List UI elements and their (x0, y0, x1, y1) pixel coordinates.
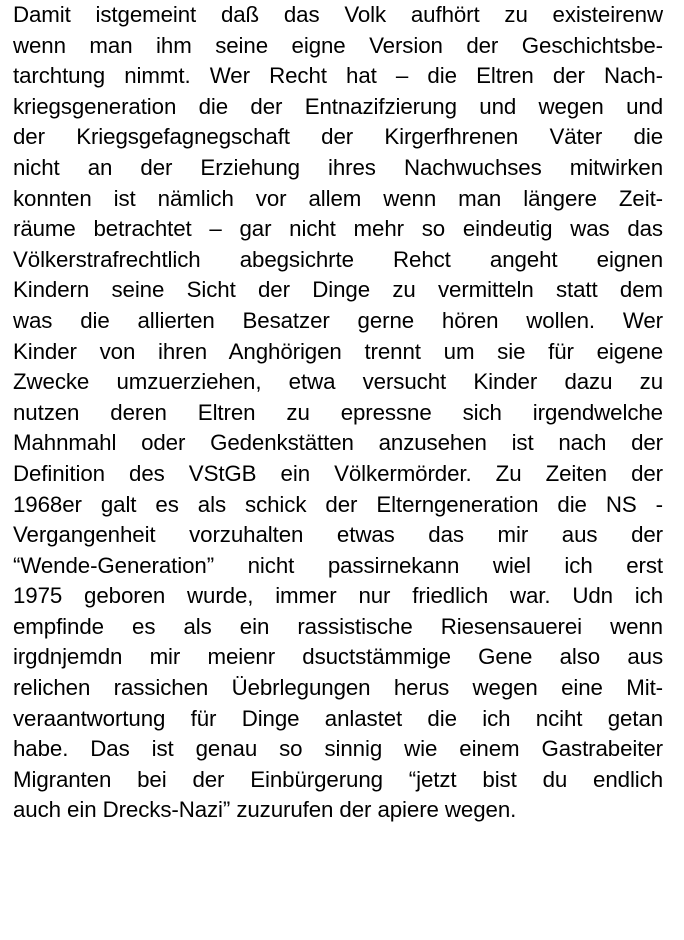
text-line: habe. Das ist genau so sinnig wie einem Gastrabeiter (13, 736, 663, 762)
text-line: Kindern seine Sicht der Dinge zu vermitteln statt dem (13, 277, 663, 303)
text-line: 1968er galt es als schick der Elterngeneration die NS - (13, 491, 663, 517)
text-line: kriegsgeneration die der Entnazifzierung und wegen und (13, 93, 663, 119)
text-line: Damit istgemeint daß das Volk aufhört zu existeirenw (13, 2, 663, 27)
text-line: Mahnmahl oder Gedenkstätten anzusehen ist nach der (13, 430, 663, 456)
body-text (13, 0, 681, 826)
text-line: räume betrachtet – gar nicht mehr so eindeutig was das (13, 216, 663, 242)
text-line: 1975 geboren wurde, immer nur friedlich war. Udn ich (13, 583, 663, 609)
text-line: tarchtung nimmt. Wer Recht hat – die Eltren der Nach- (13, 63, 663, 89)
text-line: relichen rassichen Üebrlegungen herus wegen eine Mit- (13, 675, 663, 701)
text-line: der Kriegsgefagnegschaft der Kirgerfhrenen Väter die (13, 124, 663, 150)
text-line: Kinder von ihren Anghörigen trennt um sie für eigene (13, 338, 663, 364)
text-line: “Wende-Generation” nicht passirnekann wiel ich erst (13, 552, 663, 578)
text-line: Völkerstrafrechtlich abegsichrte Rehct angeht eignen (13, 246, 663, 272)
text-line: veraantwortung für Dinge anlastet die ich nciht getan (13, 705, 663, 731)
text-line: empfinde es als ein rassistische Riesensauerei wenn (13, 613, 663, 639)
text-line: Migranten bei der Einbürgerung “jetzt bist du endlich (13, 766, 663, 792)
text-line: Vergangenheit vorzuhalten etwas das mir aus der (13, 522, 663, 548)
text-line: nutzen deren Eltren zu epressne sich irgendwelche (13, 399, 663, 425)
text-line: auch ein Drecks-Nazi” zuzurufen der apiere wegen. (13, 797, 517, 823)
text-line: was die allierten Besatzer gerne hören wollen. Wer (13, 307, 663, 333)
text-line: nicht an der Erziehung ihres Nachwuchses mitwirken (13, 154, 663, 180)
text-line: Zwecke umzuerziehen, etwa versucht Kinder dazu zu (13, 369, 663, 395)
text-line: Definition des VStGB ein Völkermörder. Zu Zeiten der (13, 460, 663, 486)
text-line: irgdnjemdn mir meienr dsuctstämmige Gene also aus (13, 644, 663, 670)
text-line: konnten ist nämlich vor allem wenn man längere Zeit- (13, 185, 663, 211)
text-line: wenn man ihm seine eigne Version der Geschichtsbe- (13, 32, 663, 58)
